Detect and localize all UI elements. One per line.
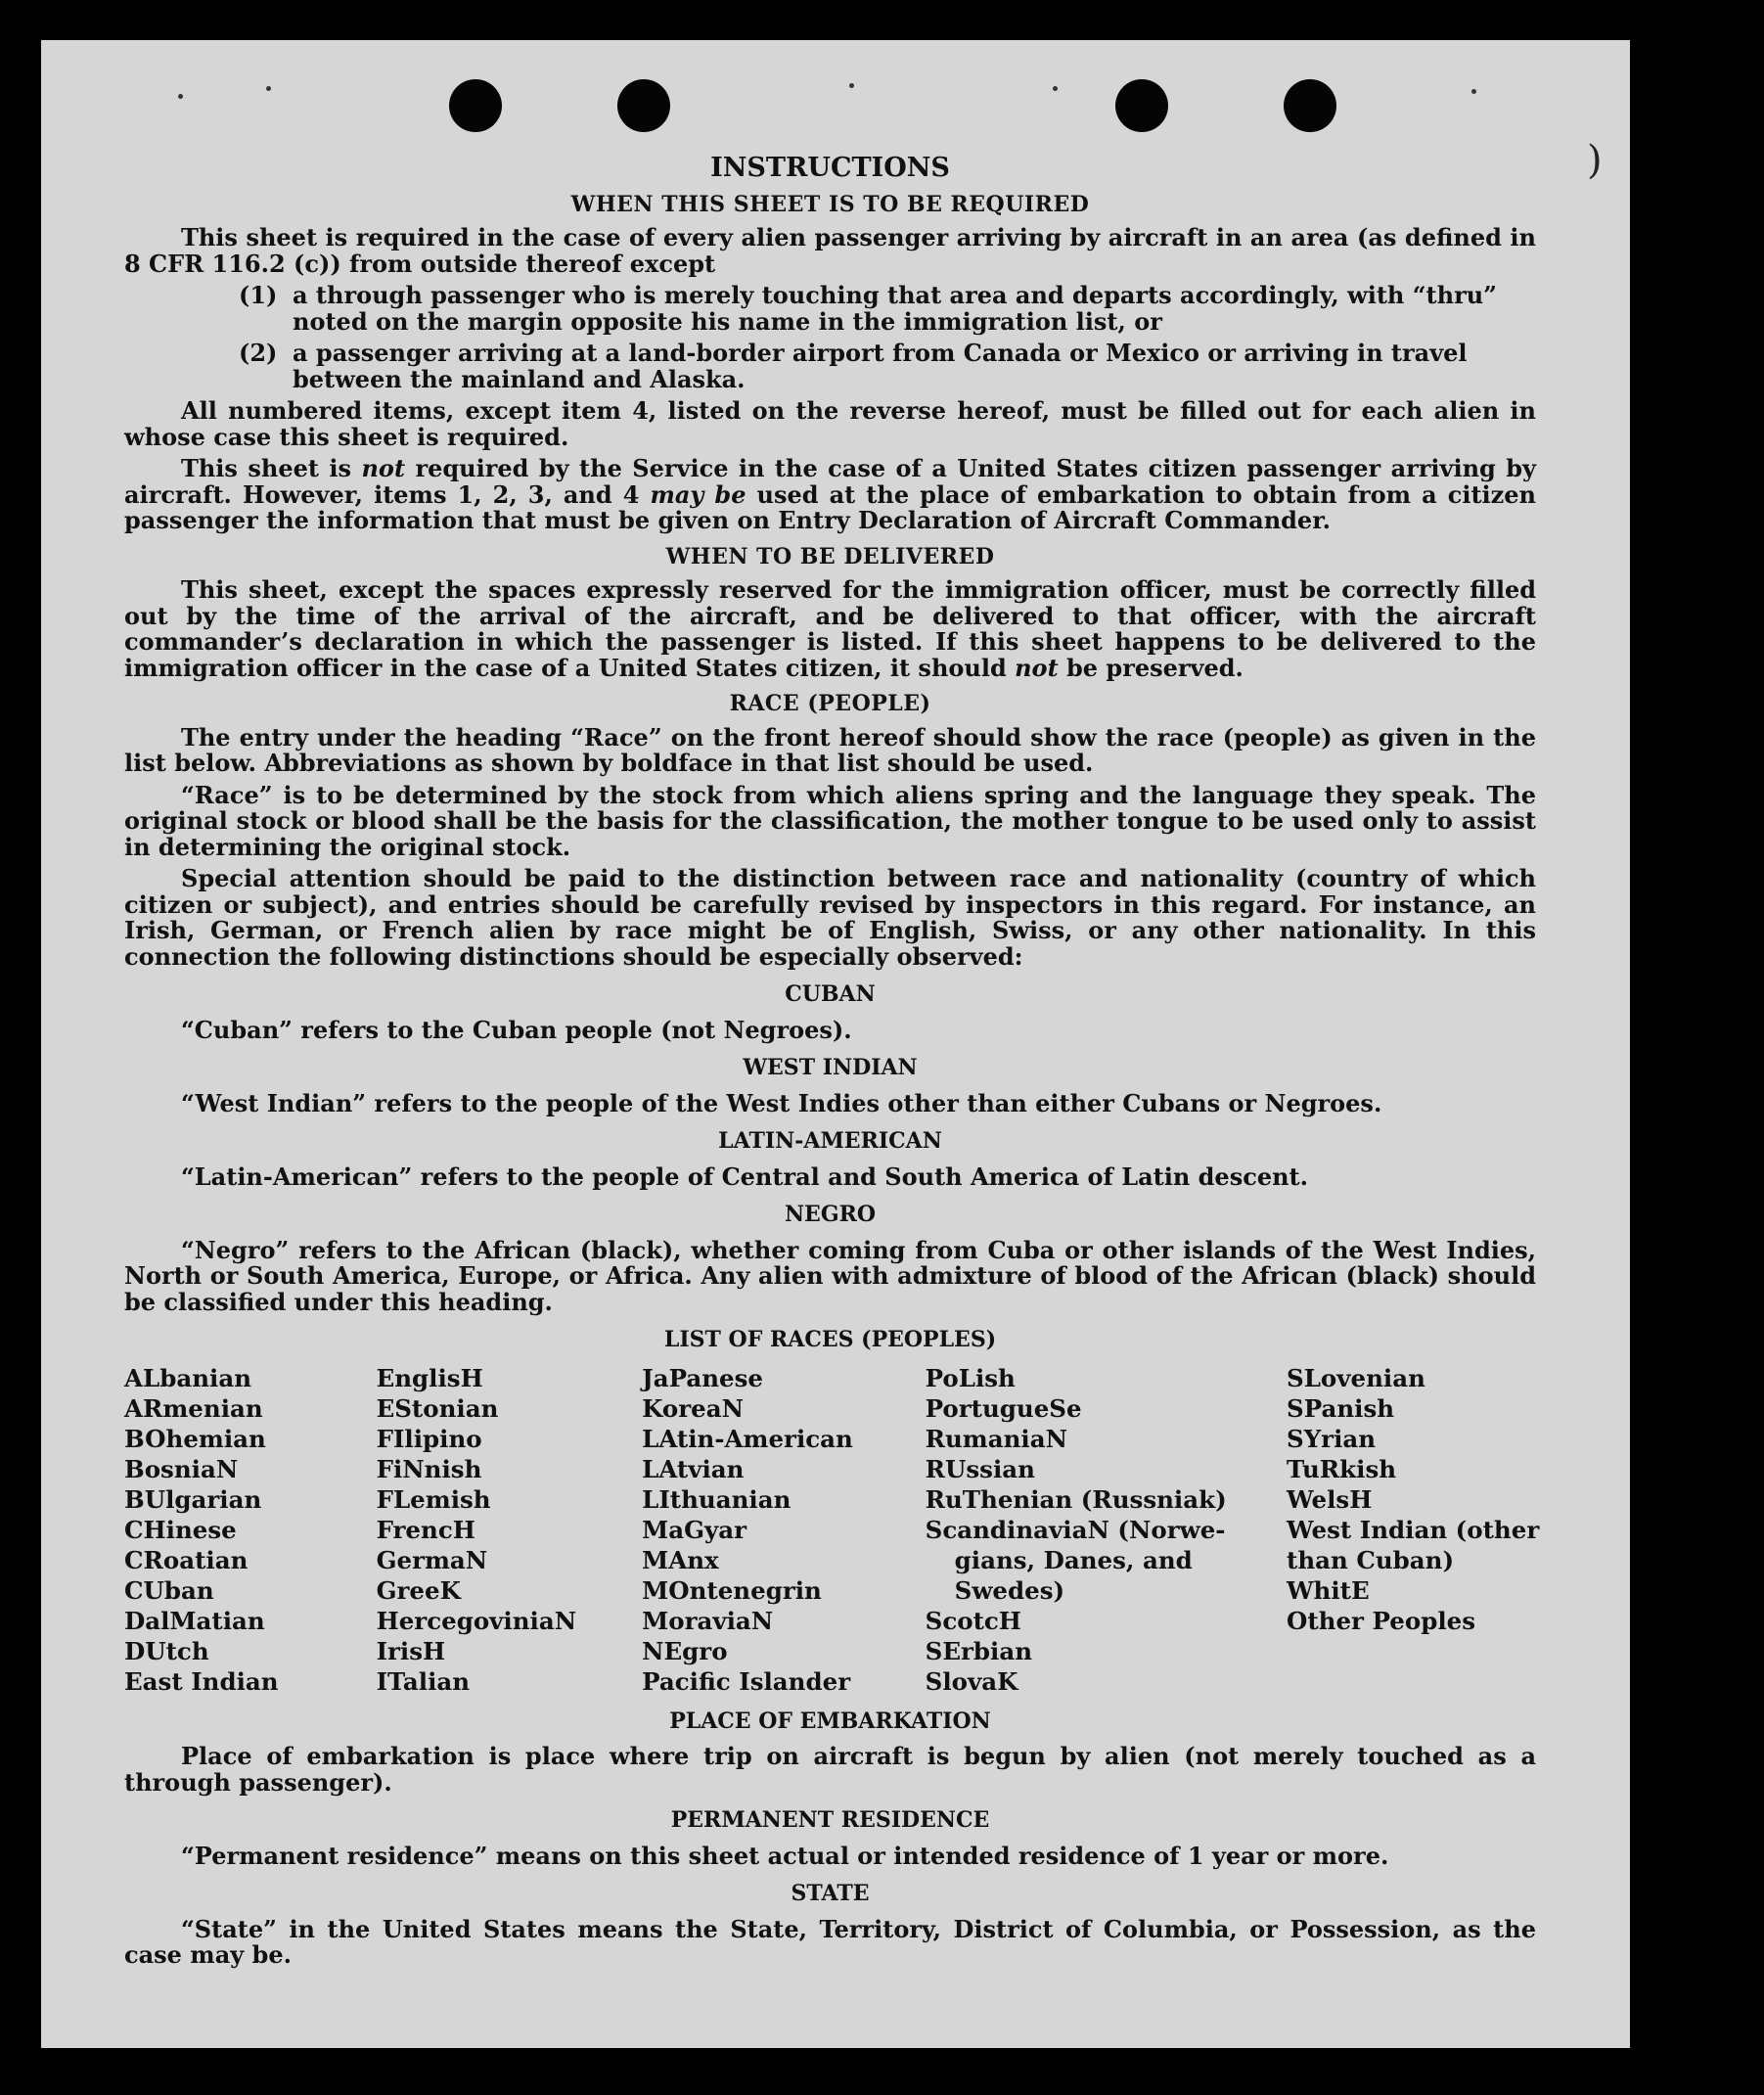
item-number: (1) <box>239 281 278 309</box>
race-entry: GermaN <box>376 1545 488 1574</box>
race-entry: GreeK <box>376 1575 461 1605</box>
text-run: The entry under the heading “Race” on the front hereof should show the race (people) as given in the list below. Abbreviations as shown by <box>124 722 1536 777</box>
form-sheet <box>41 40 1630 2048</box>
dust-speck <box>1471 89 1476 94</box>
italic-run: not <box>1015 653 1059 682</box>
exception-item-1 <box>239 283 1536 335</box>
edge-mark: ) <box>1587 138 1603 183</box>
race-entry: MOntenegrin <box>642 1575 822 1605</box>
race-entry: CUban <box>124 1575 214 1605</box>
text-run: used at the place of embarkation to obtain from a citizen passenger the information that must be given on Entry Declaration of Aircraft Commander. <box>124 479 1536 534</box>
text-run: This sheet is <box>181 454 362 482</box>
race-entry: LIthuanian <box>642 1484 792 1514</box>
race-entry: MaGyar <box>642 1515 747 1544</box>
race-entry: RumaniaN <box>925 1424 1067 1453</box>
item-text: a passenger arriving at a land-border airport from Canada or Mexico or arriving in travel between the mainland and Alaska. <box>293 339 1468 393</box>
race-entry: SYrian <box>1287 1424 1377 1453</box>
race-entry: FiNnish <box>376 1454 482 1483</box>
race-entry: MAnx <box>642 1545 719 1574</box>
italic-run: not <box>361 454 406 482</box>
race-entry: PoLish <box>925 1363 1016 1392</box>
race-entry: West Indian (other <box>1287 1515 1540 1544</box>
race-column-2 <box>377 1363 643 1697</box>
race-entry: WhitE <box>1287 1575 1370 1605</box>
section-heading-west-indian: WEST INDIAN <box>743 1055 918 1080</box>
residence-text: “Permanent residence” means on this sheet actual or intended residence of 1 year or more. <box>181 1841 1389 1870</box>
race-entry: SErbian <box>925 1636 1033 1665</box>
section-heading-when-delivered: WHEN TO BE DELIVERED <box>665 543 995 569</box>
race-entry: ScandinaviaN (Norwe- <box>925 1515 1226 1544</box>
section-heading-residence: PERMANENT RESIDENCE <box>670 1807 990 1833</box>
race-entry: BUlgarian <box>124 1484 262 1514</box>
italic-run: may be <box>650 479 746 509</box>
race-paragraph-2: “Race” is to be determined by the stock from which aliens spring and the language they speak. The original stock or blood shall be the basis for the classification, the mother tongue to be used only to assist in determining the original stock. <box>124 780 1536 861</box>
instructions-content <box>124 118 1540 1969</box>
race-paragraph-3: Special attention should be paid to the distinction between race and nationality (country of which citizen or subject), and entries should be carefully revised by inspectors in this regard. For instance, an Irish, German, or French alien by race might be of English, Swiss, or any other nationality. In this connection the following distinctions should be especially observed: <box>124 864 1536 971</box>
race-entry: SPanish <box>1287 1393 1395 1423</box>
race-entry: RUssian <box>925 1454 1035 1483</box>
race-entry: DUtch <box>124 1636 209 1665</box>
boldface-run: boldface <box>620 749 733 777</box>
race-entry: SlovaK <box>925 1666 1018 1696</box>
race-entry: KoreaN <box>642 1393 744 1423</box>
section-heading-race: RACE (PEOPLE) <box>729 691 931 716</box>
item-number: (2) <box>239 339 278 367</box>
race-entry: RuThenian (Russniak) <box>925 1484 1227 1514</box>
dust-speck <box>178 94 183 99</box>
item-text: a through passenger who is merely touching that area and departs accordingly, with “thru” noted on the margin opposite his name in the immigration list, or <box>293 281 1497 336</box>
section-heading-latin-american: LATIN-AMERICAN <box>718 1128 942 1154</box>
race-entry: ITalian <box>376 1666 471 1696</box>
race-entry: ARmenian <box>124 1393 263 1423</box>
dust-speck <box>266 86 271 91</box>
race-entry: DalMatian <box>124 1606 265 1635</box>
page-title: INSTRUCTIONS <box>710 153 950 183</box>
section-heading-state: STATE <box>791 1881 870 1906</box>
race-entry: BOhemian <box>124 1424 266 1453</box>
latin-american-text: “Latin-American” refers to the people of Central and South America of Latin descent. <box>181 1161 1308 1191</box>
race-entry: LAtin-American <box>642 1424 853 1453</box>
delivered-paragraph <box>124 577 1536 681</box>
race-column-4 <box>926 1363 1287 1697</box>
race-entry: JaPanese <box>642 1363 763 1392</box>
dust-speck <box>849 83 854 88</box>
race-entry: IrisH <box>376 1636 446 1665</box>
race-entry: LAtvian <box>642 1454 745 1483</box>
race-entry: CHinese <box>124 1515 237 1544</box>
race-entry: PortugueSe <box>925 1393 1082 1423</box>
race-list <box>124 1363 1540 1697</box>
race-entry: FrencH <box>376 1515 475 1544</box>
citizen-paragraph <box>124 456 1536 534</box>
embarkation-text: Place of embarkation is place where trip on aircraft is begun by alien (not merely touched as a through passenger). <box>124 1742 1536 1797</box>
text-run: required by the Service in the case of a United States citizen passenger arriving by aircraft. However, items 1, 2, 3, and 4 <box>124 454 1537 509</box>
negro-text: “Negro” refers to the African (black), whether coming from Cuba or other islands of the West Indies, North or South America, Europe, or Africa. Any alien with admixture of blood of the African (black) should be classified under this heading. <box>124 1235 1536 1316</box>
race-entry: EnglisH <box>376 1363 483 1392</box>
section-heading-negro: NEGRO <box>784 1202 877 1227</box>
race-entry: BosniaN <box>124 1454 239 1483</box>
dust-speck <box>1053 86 1058 91</box>
race-column-3 <box>642 1363 926 1697</box>
race-entry: ALbanian <box>124 1363 252 1392</box>
text-run: in that list should be used. <box>732 749 1094 777</box>
text-run: This sheet, except the spaces expressly reserved for the immigration officer, must be correctly filled out by the time of the arrival of the aircraft, and be delivered to that officer, with the aircraft commander’s declaration in which the passenger is listed. If this sheet happens to be delivered to the immigration officer in the case of a United States citizen, it should <box>124 575 1536 682</box>
race-entry: FLemish <box>376 1484 491 1514</box>
required-intro: This sheet is required in the case of every alien passenger arriving by aircraft in an area (as defined in 8 CFR 116.2 (c)) from outside thereof except <box>124 223 1536 278</box>
race-entry: TuRkish <box>1287 1454 1397 1483</box>
text-run: be preserved. <box>1058 653 1244 682</box>
race-entry: ScotcH <box>925 1606 1021 1635</box>
section-heading-when-required: WHEN THIS SHEET IS TO BE REQUIRED <box>570 191 1090 217</box>
race-entry: CRoatian <box>124 1545 249 1574</box>
race-column-1 <box>124 1363 377 1697</box>
race-entry: MoraviaN <box>642 1606 774 1635</box>
numbered-items-paragraph: All numbered items, except item 4, listed on the reverse hereof, must be filled out for each alien in whose case this sheet is required. <box>124 396 1536 451</box>
exception-item-2 <box>239 341 1536 392</box>
section-heading-list-of-races: LIST OF RACES (PEOPLES) <box>663 1327 997 1352</box>
race-column-5 <box>1287 1363 1540 1697</box>
state-text: “State” in the United States means the State, Territory, District of Columbia, or Possession, as the case may be. <box>124 1914 1536 1969</box>
race-entry-continued: than Cuban) <box>1287 1545 1455 1574</box>
race-entry: WelsH <box>1287 1484 1373 1514</box>
section-heading-embarkation: PLACE OF EMBARKATION <box>669 1708 991 1734</box>
race-paragraph-1 <box>124 722 1536 777</box>
race-entry: Pacific Islander <box>642 1666 851 1696</box>
west-indian-text: “West Indian” refers to the people of the West Indies other than either Cubans or Negroes. <box>181 1088 1382 1117</box>
race-entry: FIlipino <box>376 1424 482 1453</box>
race-entry: SLovenian <box>1287 1363 1425 1392</box>
race-entry: EStonian <box>376 1393 499 1423</box>
section-heading-cuban: CUBAN <box>785 981 876 1007</box>
race-entry: East Indian <box>124 1666 279 1696</box>
cuban-text: “Cuban” refers to the Cuban people (not Negroes). <box>181 1015 852 1044</box>
race-entry: HercegoviniaN <box>376 1606 577 1635</box>
race-entry: Other Peoples <box>1287 1606 1476 1635</box>
race-entry-continued: gians, Danes, and <box>954 1545 1193 1574</box>
race-entry-continued: Swedes) <box>954 1575 1065 1605</box>
race-entry: NEgro <box>642 1636 728 1665</box>
